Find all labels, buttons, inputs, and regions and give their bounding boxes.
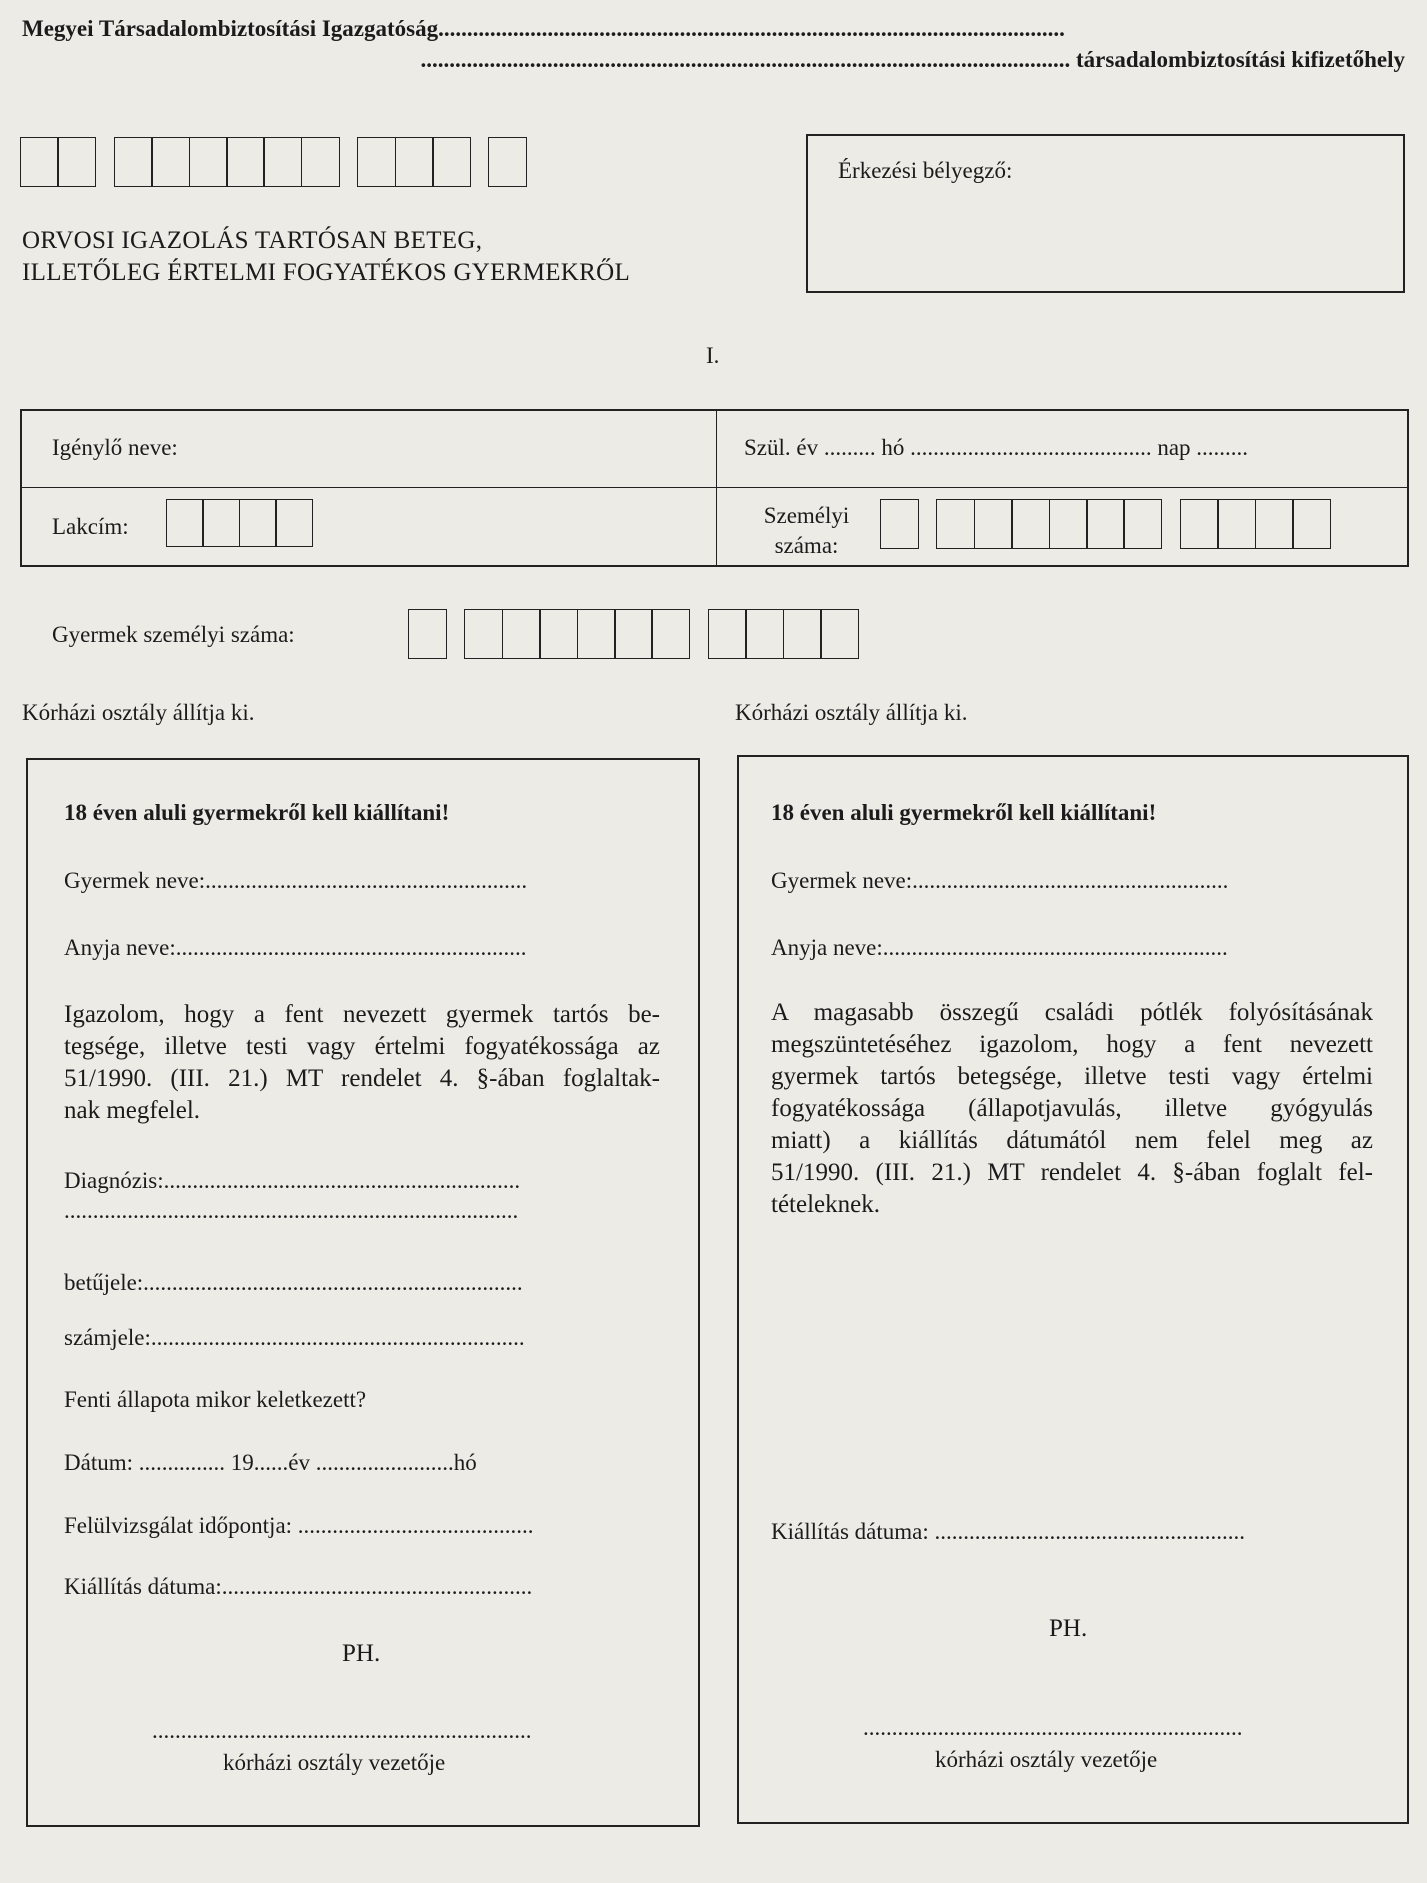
right-signer-label: kórházi osztály vezetője (935, 1747, 1158, 1772)
code-box[interactable] (189, 137, 228, 187)
arrival-stamp-box (806, 134, 1405, 293)
right-text-line: 51/1990. (III. 21.) MT rendelet 4. §-ában foglalt fel- (771, 1159, 1373, 1186)
id-box[interactable] (1011, 499, 1050, 549)
id-box[interactable] (1086, 499, 1125, 549)
left-certificate-panel (26, 758, 700, 1827)
left-certification-text (64, 999, 660, 1127)
child-id-box[interactable] (614, 609, 653, 659)
left-panel-heading: 18 éven aluli gyermekről kell kiállítani! (64, 800, 450, 825)
code-box[interactable] (114, 137, 153, 187)
child-id-box[interactable] (820, 609, 859, 659)
child-id-box[interactable] (783, 609, 822, 659)
code-box[interactable] (57, 137, 96, 187)
code-box[interactable] (263, 137, 302, 187)
child-id-box[interactable] (708, 609, 747, 659)
right-child-name-field[interactable]: Gyermek neve:....................................................... (771, 868, 1229, 893)
left-child-name-field[interactable]: Gyermek neve:........................................................ (64, 868, 528, 893)
code-box[interactable] (151, 137, 190, 187)
table-column-divider (716, 411, 717, 565)
code-box[interactable] (301, 137, 340, 187)
code-box[interactable] (226, 137, 265, 187)
child-id-box[interactable] (745, 609, 784, 659)
birth-date-field[interactable]: Szül. év ......... hó .......................................... nap ......... (744, 435, 1249, 460)
code-box[interactable] (357, 137, 396, 187)
section-number: I. (706, 343, 720, 368)
right-mother-name-field[interactable]: Anyja neve:............................................................ (771, 935, 1228, 960)
id-box[interactable] (936, 499, 975, 549)
applicant-table (20, 409, 1409, 567)
left-issuer-note: Kórházi osztály állítja ki. (22, 700, 255, 725)
left-text-line: 51/1990. (III. 21.) MT rendelet 4. §-ában foglaltak- (64, 1065, 660, 1092)
left-stamp-place: PH. (342, 1640, 381, 1667)
institution-line: Megyei Társadalombiztosítási Igazgatóság............................................................................................................. (22, 16, 1065, 41)
right-text-line: A magasabb összegű családi pótlék folyósításának (771, 999, 1373, 1026)
form-code-boxes[interactable] (20, 137, 526, 187)
code-box[interactable] (432, 137, 471, 187)
personal-id-label-line-2: száma: (774, 533, 839, 558)
left-signer-label: kórházi osztály vezetője (223, 1750, 446, 1775)
code-box[interactable] (488, 137, 527, 187)
left-text-line: Igazolom, hogy a fent nevezett gyermek tartós be- (64, 1001, 660, 1028)
id-box[interactable] (1255, 499, 1294, 549)
onset-question: Fenti állapota mikor keletkezett? (64, 1387, 367, 1412)
right-issue-date-field[interactable]: Kiállítás dátuma: ...................................................... (771, 1519, 1246, 1544)
address-box[interactable] (166, 499, 204, 547)
child-id-label: Gyermek személyi száma: (52, 622, 295, 647)
address-box[interactable] (202, 499, 240, 547)
address-box[interactable] (275, 499, 313, 547)
id-box[interactable] (974, 499, 1013, 549)
right-text-line: gyermek tartós betegsége, illetve testi vagy értelmi (771, 1063, 1373, 1090)
right-panel-heading: 18 éven aluli gyermekről kell kiállítani! (771, 800, 1157, 825)
left-issue-date-field[interactable]: Kiállítás dátuma:...................................................... (64, 1574, 533, 1599)
right-issuer-note: Kórházi osztály állítja ki. (735, 700, 968, 725)
right-text-line: fogyatékossága (állapotjavulás, illetve gyógyulás (771, 1095, 1373, 1122)
id-box[interactable] (1217, 499, 1256, 549)
applicant-name-label: Igénylő neve: (52, 435, 178, 460)
child-id-box[interactable] (408, 609, 447, 659)
code-box[interactable] (20, 137, 59, 187)
id-box[interactable] (1049, 499, 1088, 549)
address-code-boxes[interactable] (166, 499, 312, 549)
form-title-line-1: ORVOSI IGAZOLÁS TARTÓSAN BETEG, (22, 227, 483, 254)
right-certification-text (771, 997, 1373, 1221)
right-certificate-panel (737, 755, 1409, 1824)
id-box[interactable] (880, 499, 919, 549)
child-id-box[interactable] (502, 609, 541, 659)
diagnosis-field-line-2[interactable]: ............................................................................... (64, 1198, 519, 1223)
table-row-divider (22, 487, 1407, 488)
diagnosis-field[interactable]: Diagnózis:.............................................................. (64, 1168, 521, 1193)
personal-id-boxes[interactable] (880, 499, 1329, 549)
personal-id-label (744, 501, 869, 561)
child-id-box[interactable] (651, 609, 690, 659)
form-title-line-2: ILLETŐLEG ÉRTELMI FOGYATÉKOS GYERMEKRŐL (22, 259, 631, 286)
right-signature-line[interactable]: .................................................................. (863, 1715, 1243, 1740)
code-box[interactable] (395, 137, 434, 187)
address-box[interactable] (239, 499, 277, 547)
right-stamp-place: PH. (1049, 1615, 1088, 1642)
left-signature-line[interactable]: .................................................................. (152, 1718, 532, 1743)
address-label: Lakcím: (52, 514, 129, 539)
payment-office-line (22, 47, 1405, 73)
right-text-line: megszüntetéséhez igazolom, hogy a fent nevezett (771, 1031, 1373, 1058)
left-mother-name-field[interactable]: Anyja neve:............................................................. (64, 935, 527, 960)
arrival-stamp-label: Érkezési bélyegző: (838, 158, 1013, 183)
letter-code-field[interactable]: betűjele:.................................................................. (64, 1270, 523, 1295)
number-code-field[interactable]: számjele:................................................................. (64, 1325, 525, 1350)
left-text-line: tegsége, illetve testi vagy értelmi fogyatékossága az (64, 1033, 660, 1060)
left-text-line: nak megfelel. (64, 1097, 201, 1124)
id-box[interactable] (1123, 499, 1162, 549)
id-box[interactable] (1292, 499, 1331, 549)
child-id-box[interactable] (577, 609, 616, 659)
id-box[interactable] (1180, 499, 1219, 549)
onset-date-field[interactable]: Dátum: ............... 19......év ........................hó (64, 1450, 477, 1475)
payment-office-text: ................................................................................................................. társadalombiztosítási kifizetőhely (420, 47, 1405, 72)
review-date-field[interactable]: Felülvizsgálat időpontja: ......................................... (64, 1513, 534, 1538)
child-id-box[interactable] (539, 609, 578, 659)
right-text-line: tételeknek. (771, 1191, 880, 1218)
personal-id-label-line-1: Személyi (763, 503, 850, 528)
child-id-boxes[interactable] (408, 609, 857, 659)
right-text-line: miatt) a kiállítás dátumától nem felel meg az (771, 1127, 1373, 1154)
child-id-box[interactable] (464, 609, 503, 659)
